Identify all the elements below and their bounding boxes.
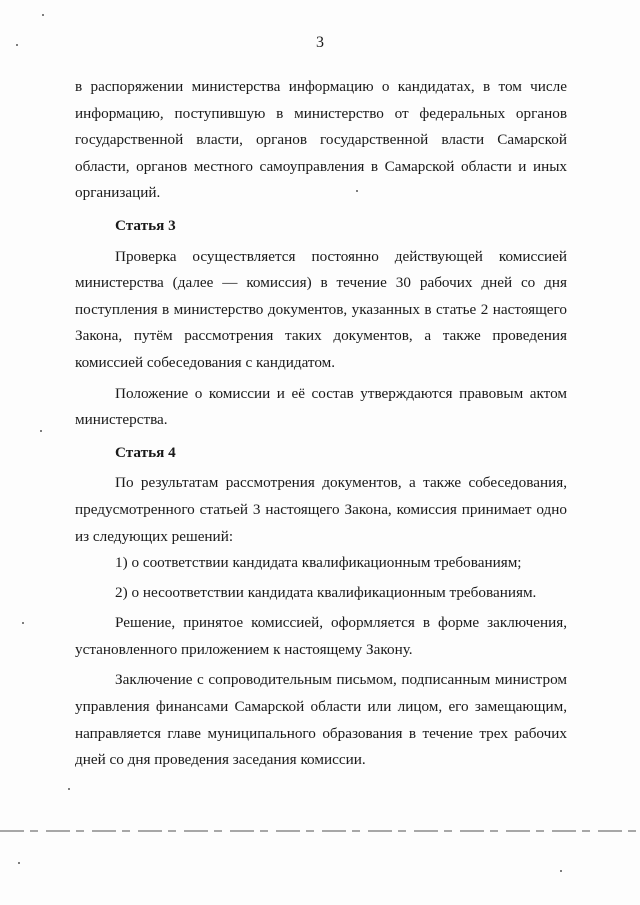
article-3-heading: Статья 3 (115, 216, 176, 234)
article-4-heading: Статья 4 (115, 443, 176, 461)
article-3-paragraph-2: Положение о комиссии и её состав утверждаются правовым актом министерства. (75, 384, 567, 429)
scan-speck (68, 788, 70, 790)
page-number: 3 (316, 34, 324, 51)
scan-speck (18, 862, 20, 864)
article-4-paragraph-2: Решение, принятое комиссией, оформляется в форме заключения, установленного приложением к настоящему Закону. (75, 614, 567, 658)
document-body (75, 74, 567, 774)
article-4-paragraph-3: Заключение с сопроводительным письмом, подписанным министром управления финансами Самарской области или лицом, его замещающим, направляется главе муниципального образования в течение трех рабочих дней со дня проведения заседания комиссии. (75, 671, 567, 769)
scan-speck (22, 622, 24, 624)
scan-edge-dashes (0, 830, 640, 832)
decision-option-1: 1) о соответствии кандидата квалификационным требованиям; (115, 554, 522, 572)
article-3-paragraph-1: Проверка осуществляется постоянно действующей комиссией министерства (далее — комиссия) в течение 30 рабочих дней со дня поступления в министерство документов, указанных в статье 2 настоящего Закона, путём рассмотрения таких документов, а также проведения комиссией собеседования с кандидатом. (75, 247, 567, 371)
paragraph-continuation: в распоряжении министерства информацию о кандидатах, в том числе информацию, поступившую в министерство от федеральных органов государственной власти, органов государственной власти Самарской области, органов местного самоуправления в Самарской области и иных организаций. (75, 78, 567, 202)
scan-speck (42, 14, 44, 16)
article-4-paragraph-1: По результатам рассмотрения документов, а также собеседования, предусмотренного статьей 3 настоящего Закона, комиссия принимает одно из следующих решений: (75, 474, 567, 545)
scan-speck (560, 870, 562, 872)
scan-speck (40, 430, 42, 432)
decision-option-2: 2) о несоответствии кандидата квалификационным требованиям. (115, 583, 537, 601)
